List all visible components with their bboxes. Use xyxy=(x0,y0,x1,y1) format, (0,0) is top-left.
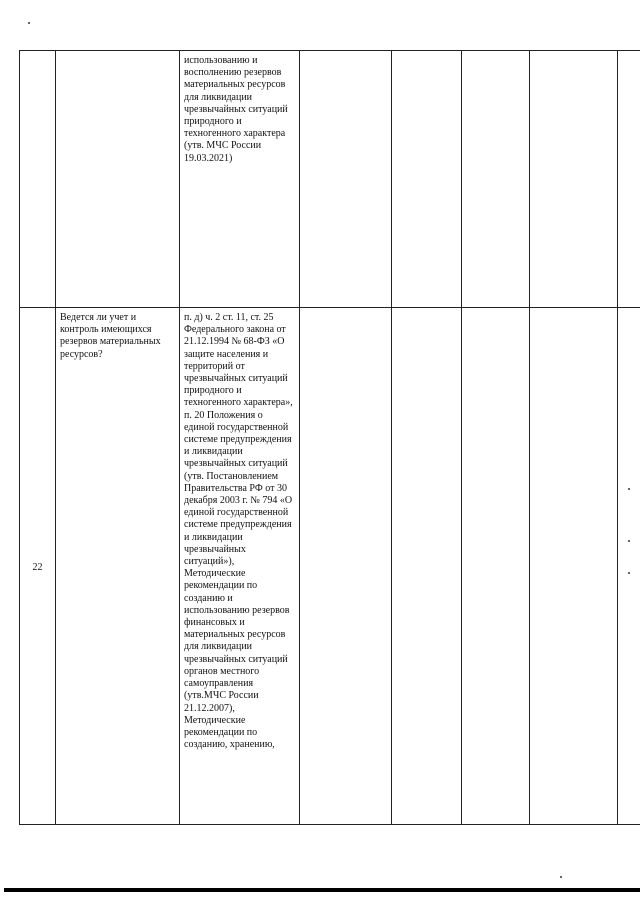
answer-cell xyxy=(462,51,530,308)
answer-cell xyxy=(392,308,462,825)
table-row xyxy=(20,308,640,825)
answer-cell xyxy=(462,308,530,825)
scan-speck xyxy=(628,572,630,574)
question-cell: Ведется ли учет и контроль имеющихся резервов материальных ресурсов? xyxy=(56,308,180,825)
row-number-cell: 22 xyxy=(20,308,56,825)
scan-speck xyxy=(560,876,562,878)
scan-speck xyxy=(628,540,630,542)
legal-basis-cell: п. д) ч. 2 ст. 11, ст. 25 Федерального закона от 21.12.1994 № 68-ФЗ «О защите населения и территорий от чрезвычайных ситуаций природного и техногенного характера», п. 20 Положения о единой государственной системе предупреждения и ликвидации чрезвычайных ситуаций (утв. Постановлением Правительства РФ от 30 декабря 2003 г. № 794 «О единой государственной системе предупреждения и ликвидации чрезвычайных ситуаций»), Методические рекомендации по созданию и использованию резервов финансовых и материальных ресурсов для ликвидации чрезвычайных ситуаций органов местного самоуправления (утв.МЧС России 21.12.2007), Методические рекомендации по созданию, хранению, xyxy=(180,308,300,825)
scan-speck xyxy=(628,488,630,490)
legal-basis-cell: использованию и восполнению резервов материальных ресурсов для ликвидации чрезвычайных ситуаций природного и техногенного характера (утв. МЧС России 19.03.2021) xyxy=(180,51,300,308)
answer-cell xyxy=(300,51,392,308)
answer-cell xyxy=(618,51,640,308)
checklist-table xyxy=(19,50,640,825)
table-row xyxy=(20,51,640,308)
answer-cell xyxy=(300,308,392,825)
answer-cell xyxy=(530,51,618,308)
answer-cell xyxy=(618,308,640,825)
row-number-cell xyxy=(20,51,56,308)
answer-cell xyxy=(530,308,618,825)
answer-cell xyxy=(392,51,462,308)
question-cell xyxy=(56,51,180,308)
scan-bottom-edge xyxy=(4,888,640,892)
scan-speck xyxy=(28,22,30,24)
